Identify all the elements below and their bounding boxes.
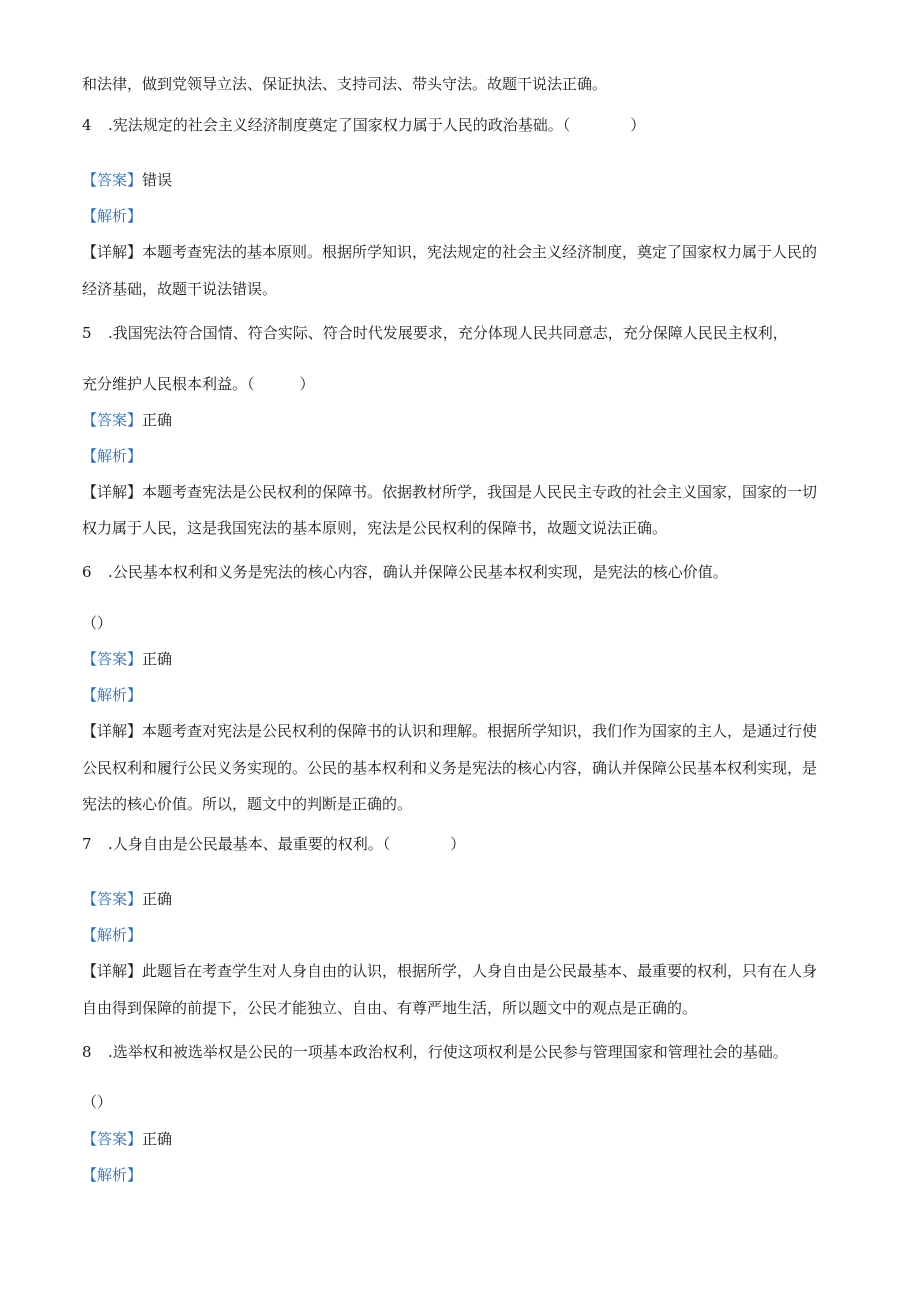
detail-line: 【详解】本题考查对宪法是公民权利的保障书的认识和理解。根据所学知识，我们作为国家的主人，是通过行使 bbox=[82, 722, 818, 740]
detail-line: 权力属于人民，这是我国宪法的基本原则，宪法是公民权利的保障书，故题文说法正确。 bbox=[82, 519, 668, 537]
analysis-label: 【解析】 bbox=[82, 1166, 143, 1184]
question-number: 4 bbox=[82, 116, 92, 134]
text-line: 和法律，做到党领导立法、保证执法、支持司法、带头守法。故题干说法正确。 bbox=[82, 75, 608, 93]
question-4: 4 .宪法规定的社会主义经济制度奠定了国家权力属于人民的政治基础。（ ） bbox=[82, 116, 646, 134]
detail-line: 【详解】本题考查宪法的基本原则。根据所学知识，宪法规定的社会主义经济制度，奠定了国家权力属于人民的 bbox=[82, 243, 818, 261]
question-6-cont: （） bbox=[82, 614, 113, 632]
question-8: 8 .选举权和被选举权是公民的一项基本政治权利，行使这项权利是公民参与管理国家和管理社会的基础。 bbox=[82, 1043, 788, 1061]
question-6: 6 .公民基本权利和义务是宪法的核心内容，确认并保障公民基本权利实现，是宪法的核心价值。 bbox=[82, 563, 728, 581]
answer-line bbox=[82, 1128, 842, 1150]
analysis-line bbox=[82, 684, 842, 706]
answer-value: 正确 bbox=[142, 890, 173, 908]
answer-value: 正确 bbox=[142, 650, 173, 668]
answer-label: 【答案】 bbox=[82, 411, 143, 429]
answer-line bbox=[82, 169, 842, 191]
answer-value: 正确 bbox=[142, 1130, 173, 1148]
detail-line: 自由得到保障的前提下，公民才能独立、自由、有尊严地生活，所以题文中的观点是正确的。 bbox=[82, 999, 698, 1017]
detail-label: 【详解】 bbox=[82, 722, 143, 740]
detail-line: 经济基础，故题干说法错误。 bbox=[82, 280, 278, 298]
answer-label: 【答案】 bbox=[82, 890, 143, 908]
analysis-line bbox=[82, 1164, 842, 1186]
analysis-line bbox=[82, 205, 842, 227]
answer-value: 正确 bbox=[142, 411, 173, 429]
answer-line bbox=[82, 888, 842, 910]
detail-label: 【详解】 bbox=[82, 962, 143, 980]
analysis-label: 【解析】 bbox=[82, 207, 143, 225]
question-number: 7 bbox=[82, 835, 92, 853]
analysis-label: 【解析】 bbox=[82, 686, 143, 704]
detail-line: 【详解】此题旨在考查学生对人身自由的认识，根据所学，人身自由是公民最基本、最重要的权利，只有在人身 bbox=[82, 962, 818, 980]
analysis-label: 【解析】 bbox=[82, 447, 143, 465]
analysis-label: 【解析】 bbox=[82, 926, 143, 944]
question-5-cont: 充分维护人民根本利益。（ ） bbox=[82, 375, 315, 393]
detail-line: 公民权利和履行公民义务实现的。公民的基本权利和义务是宪法的核心内容，确认并保障公民基本权利实现，是 bbox=[82, 759, 818, 777]
question-8-cont: （） bbox=[82, 1093, 113, 1111]
detail-line: 宪法的核心价值。所以，题文中的判断是正确的。 bbox=[82, 795, 413, 813]
question-5: 5 .我国宪法符合国情、符合实际、符合时代发展要求，充分体现人民共同意志，充分保障人民民主权利， bbox=[82, 324, 788, 342]
analysis-line bbox=[82, 924, 842, 946]
question-7: 7 .人身自由是公民最基本、最重要的权利。（ ） bbox=[82, 835, 466, 853]
question-number: 6 bbox=[82, 563, 92, 581]
answer-label: 【答案】 bbox=[82, 650, 143, 668]
question-number: 5 bbox=[82, 324, 92, 342]
detail-label: 【详解】 bbox=[82, 483, 143, 501]
answer-line bbox=[82, 409, 842, 431]
answer-label: 【答案】 bbox=[82, 171, 143, 189]
detail-label: 【详解】 bbox=[82, 243, 143, 261]
detail-line: 【详解】本题考查宪法是公民权利的保障书。依据教材所学，我国是人民民主专政的社会主义国家，国家的一切 bbox=[82, 483, 818, 501]
answer-label: 【答案】 bbox=[82, 1130, 143, 1148]
answer-line bbox=[82, 648, 842, 670]
question-number: 8 bbox=[82, 1043, 92, 1061]
answer-value: 错误 bbox=[142, 171, 173, 189]
analysis-line bbox=[82, 445, 842, 467]
